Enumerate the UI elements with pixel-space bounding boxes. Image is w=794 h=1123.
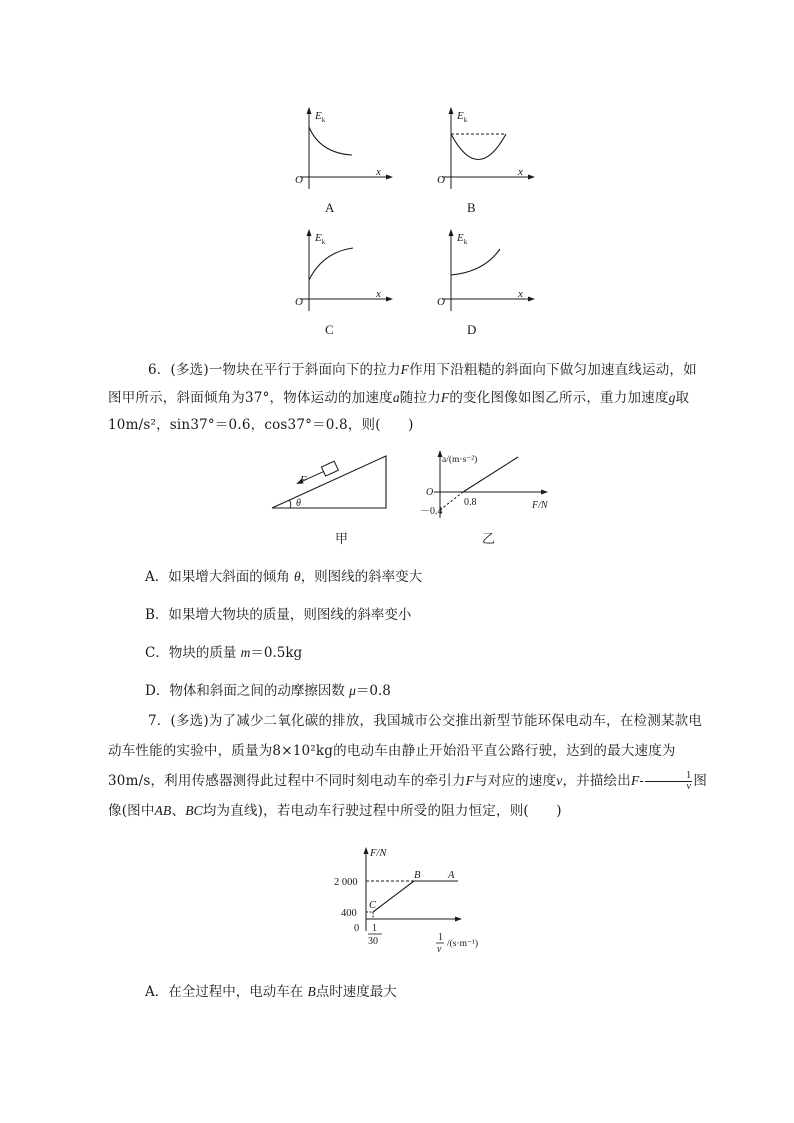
caption-c: C (325, 322, 334, 337)
option-text: A．在全过程中，电动车在 (145, 984, 308, 1000)
y-tick-2000: 2 000 (334, 877, 358, 888)
intercept-label: －0.4 (420, 506, 443, 517)
x-label: x (376, 166, 381, 178)
curve (451, 134, 506, 160)
q6-text: 一物块在平行于斜面向下的拉力 (208, 362, 401, 378)
q7-text: 均为直线)，若电动车行驶过程中所受的阻力恒定，则( ) (202, 803, 562, 819)
q6-tag: (多选) (170, 362, 209, 378)
ek-graph-c-svg (290, 227, 400, 312)
q7-stem (108, 706, 708, 826)
y-label: $E_k$ (457, 232, 468, 246)
q7-vmax: 30m/s (108, 773, 151, 789)
q6-fig-yi (420, 448, 560, 520)
x-axis-arrow (386, 175, 393, 180)
dashed-extension (440, 492, 463, 510)
q6-var-a: a (392, 390, 400, 405)
ek-graph-d-svg (432, 227, 542, 312)
x-axis-arrow (528, 175, 535, 180)
option-text: 点时速度最大 (315, 984, 397, 1000)
origin-label: O (426, 487, 434, 498)
caption-b: B (467, 200, 476, 215)
q6-text: ，sin37°＝0.6，cos37°＝0.8，则( ) (156, 417, 414, 433)
x-axis-arrow (541, 490, 548, 495)
x-tick-numerator: 1 (372, 923, 377, 934)
option-text: ，则图线的斜率变大 (300, 569, 423, 585)
q7-text: 、 (171, 803, 186, 819)
origin-label: O (437, 174, 445, 186)
point-a-label: A (448, 870, 455, 881)
q7-text: 为了减少二氧化碳的排放，我国城市公交推出新型节能环保电动车，在检测某款电动车性能的实验中，质量为 (108, 713, 703, 759)
q6-fig-jia (268, 455, 393, 515)
segment-bc (373, 881, 414, 912)
q7-text: 图像(图中 (108, 773, 708, 819)
q7-tag: (多选) (170, 713, 209, 729)
x-axis-arrow (386, 297, 393, 302)
origin-label: O (437, 296, 445, 308)
q7-number: 7． (148, 713, 171, 729)
q6-number: 6． (148, 362, 171, 378)
option-text: B．如果增大物块的质量，则图线的斜率变小 (145, 607, 412, 623)
option-text: ＝0.5kg (250, 645, 303, 661)
q6-option-a[interactable] (145, 565, 422, 585)
fraction-numerator: 1 (645, 771, 692, 782)
y-axis-arrow (449, 107, 454, 114)
q6-caption-yi: 乙 (482, 531, 496, 546)
ek-graph-d (432, 227, 542, 312)
y-axis-arrow (307, 107, 312, 114)
q7-segment-bc: BC (185, 803, 203, 818)
curve (451, 249, 500, 275)
ek-graph-a (290, 105, 400, 190)
y-label: F/N (370, 848, 387, 859)
option-var: m (240, 645, 251, 660)
q6-var-f: F (400, 362, 410, 377)
q7-var-f: F (465, 773, 475, 788)
q6-text: 取 (675, 390, 690, 406)
x-label-numerator: 1 (438, 932, 443, 943)
x-tick-label: 0.8 (464, 497, 477, 508)
caption-a: A (325, 200, 335, 215)
zero-label: 0 (354, 923, 360, 934)
q6-option-c[interactable] (145, 641, 302, 661)
incline-svg (268, 455, 393, 515)
q7-segment-ab: AB (154, 803, 172, 818)
q6-var-f: F (440, 390, 450, 405)
x-label: x (376, 288, 381, 300)
block (321, 461, 338, 476)
point-b-label: B (414, 870, 421, 881)
q7-text: ，利用传感器测得此过程中不同时刻电动车的牵引力 (150, 773, 466, 789)
option-text: D．物体和斜面之间的动摩擦因数 (145, 683, 350, 699)
q6-stem (108, 356, 708, 439)
fraction-denominator: v (686, 781, 692, 792)
point-c-label: C (369, 900, 377, 911)
y-tick-400: 400 (341, 908, 357, 919)
x-tick-denominator: 30 (368, 936, 378, 947)
q7-var-v: v (556, 773, 563, 788)
q7-text: ，并描绘出 (562, 773, 631, 789)
q6-text: 的变化图像如图乙所示，重力加速度 (449, 390, 669, 406)
caption-d: D (467, 322, 477, 337)
origin-label: O (295, 174, 303, 186)
curve (309, 127, 352, 155)
y-axis-arrow (449, 229, 454, 236)
x-axis-arrow (455, 917, 462, 922)
y-label: a/(m·s⁻²) (442, 455, 478, 465)
origin-label: O (295, 296, 303, 308)
q6-option-d[interactable] (145, 679, 391, 699)
q6-g-value: 10m/s² (108, 417, 157, 433)
f-inv-v-graph-svg (330, 843, 500, 953)
q7-mass: 8×10²kg (272, 743, 334, 759)
option-text: C．物块的质量 (145, 645, 241, 661)
option-var: μ (349, 683, 356, 698)
ek-graph-b (432, 105, 542, 190)
option-var: θ (294, 569, 301, 584)
ek-graph-a-svg (290, 105, 400, 190)
q6-text: ，物体运动的加速度 (269, 390, 393, 406)
x-label: F/N (532, 500, 548, 511)
force-label: F (300, 474, 307, 486)
q7-text: 的电动车由静止开始沿平直公路行驶，达到的最大速度为 (333, 743, 676, 759)
y-label: $E_k$ (457, 110, 468, 124)
option-text: A．如果增大斜面的倾角 (145, 569, 295, 585)
x-label: x (518, 288, 523, 300)
q7-var-f: F (630, 773, 640, 788)
q7-fraction (645, 771, 692, 792)
y-label: $E_k$ (315, 232, 326, 246)
af-graph-svg (420, 448, 560, 520)
q6-var-g: g (668, 390, 676, 405)
x-label-denominator: v (437, 944, 442, 955)
q6-text: 作用下沿粗糙的斜面向下做匀加速直线运动，如图甲所示，斜面倾角为 (108, 362, 697, 406)
q6-caption-jia: 甲 (335, 531, 349, 546)
option-text: ＝0.8 (355, 683, 391, 699)
q6-option-b[interactable] (145, 603, 411, 623)
x-axis-arrow (528, 297, 535, 302)
ek-graph-b-svg (432, 105, 542, 190)
q7-option-a[interactable] (145, 980, 397, 1000)
ek-graph-c (290, 227, 400, 312)
y-axis-arrow (364, 847, 369, 854)
q7-dash: - (639, 773, 645, 789)
x-label: x (518, 166, 523, 178)
option-var: B (307, 984, 316, 999)
q6-text: 随拉力 (399, 390, 441, 406)
q7-text: 与对应的速度 (474, 773, 557, 789)
curve (309, 248, 353, 280)
q7-graph (330, 843, 500, 953)
y-axis-arrow (307, 229, 312, 236)
q6-angle: 37° (245, 390, 270, 406)
y-label: $E_k$ (315, 110, 326, 124)
x-label-unit: /(s·m⁻¹) (447, 939, 479, 949)
theta-label: θ (296, 498, 301, 509)
angle-arc (289, 500, 291, 508)
